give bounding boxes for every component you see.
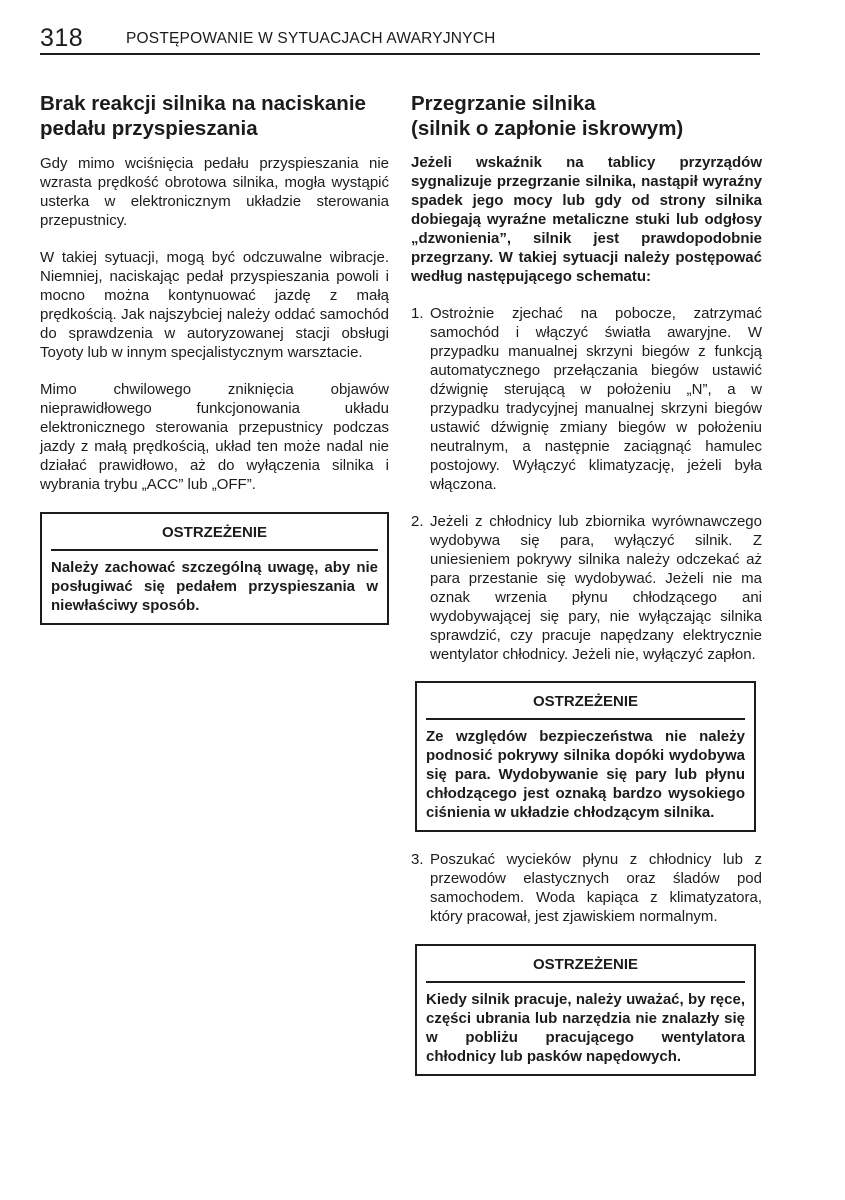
paragraph: W takiej sytuacji, mogą być odczuwalne wibracje. Niemniej, naciskając pedał przyspieszania powoli i mocno można kontynuować jazdę z małą prędkością. Jak najszybciej należy oddać samochód do sprawdzenia w autoryzowanej stacji obsługi Toyoty lub w innym specjalistycznym warsztacie. xyxy=(40,249,389,361)
list-item xyxy=(411,850,762,926)
warning-title: OSTRZEŻENIE xyxy=(51,514,378,551)
section-heading-overheating xyxy=(411,92,762,141)
list-item xyxy=(411,512,762,664)
heading-line: Przegrzanie silnika xyxy=(411,92,596,115)
step-number: 2. xyxy=(411,513,424,530)
left-column xyxy=(40,92,389,625)
paragraph: Mimo chwilowego zniknięcia objawów nieprawidłowego funkcjonowania układu elektronicznego sterowania przepustnicy podczas jazdy z małą prędkością, układ ten może nadal nie działać prawidłowo, aż do wyłączenia silnika i wybrania trybu „ACC” lub „OFF”. xyxy=(40,381,389,493)
right-column xyxy=(411,92,762,1076)
heading-line: pedału przyspieszania xyxy=(40,116,258,140)
page-number: 318 xyxy=(40,24,84,52)
heading-line: Brak reakcji silnika na naciskanie xyxy=(40,92,366,115)
section-heading-throttle xyxy=(40,92,389,141)
warning-text: Należy zachować szczególną uwagę, aby nie posługiwać się pedałem przyspieszania w niewłaściwy sposób. xyxy=(51,559,378,614)
steps-list xyxy=(411,304,762,664)
warning-title: OSTRZEŻENIE xyxy=(426,946,745,983)
step-text: Ostrożnie zjechać na pobocze, zatrzymać samochód i włączyć światła awaryjne. W przypadku manualnej skrzyni biegów z funkcją automatycznego przełączania biegów ustawić dźwignię sterującą w położeniu „N”, a w przypadku tradycyjnej manualnej skrzyni biegów ustawić dźwignię zmiany biegów w położeniu neutralnym, a następnie zaciągnąć hamulec postojowy. Wyłączyć klimatyzację, jeżeli była włączona. xyxy=(430,305,762,493)
warning-title: OSTRZEŻENIE xyxy=(426,683,745,720)
list-item xyxy=(411,304,762,494)
warning-box xyxy=(415,944,756,1076)
running-head: POSTĘPOWANIE W SYTUACJACH AWARYJNYCH xyxy=(126,30,496,47)
step-text: Jeżeli z chłodnicy lub zbiornika wyrównawczego wydobywa się para, wyłączyć silnik. Z uniesieniem pokrywy silnika należy odczekać aż para przestanie się wydobywać. Jeżeli nie ma oznak wrzenia płynu chłodzącego ani wydobywającej się pary, nie wyłączając silnika sprawdzić, czy pracuje napędzany elektrycznie wentylator chłodnicy. Jeżeli nie, wyłączyć zapłon. xyxy=(430,513,762,663)
paragraph: Gdy mimo wciśnięcia pedału przyspieszania nie wzrasta prędkość obrotowa silnika, mogła wystąpić usterka w elektronicznym układzie sterowania przepustnicy. xyxy=(40,155,389,229)
step-number: 1. xyxy=(411,305,424,322)
page-header xyxy=(40,24,760,55)
warning-text: Ze względów bezpieczeństwa nie należy podnosić pokrywy silnika dopóki wydobywa się para. Wydobywanie się pary lub płynu chłodzącego jest oznaką bardzo wysokiego ciśnienia w układzie chłodzącym silnika. xyxy=(426,728,745,821)
heading-line: (silnik o zapłonie iskrowym) xyxy=(411,116,684,140)
step-number: 3. xyxy=(411,851,424,868)
steps-list-continued xyxy=(411,850,762,926)
step-text: Poszukać wycieków płynu z chłodnicy lub z przewodów elastycznych oraz śladów pod samochodem. Woda kapiąca z klimatyzatora, który pracował, jest zjawiskiem normalnym. xyxy=(430,851,762,925)
warning-box xyxy=(415,681,756,832)
warning-text: Kiedy silnik pracuje, należy uważać, by ręce, części ubrania lub narzędzia nie znalazły się w pobliżu pracującego wentylatora chłodnicy lub pasków napędowych. xyxy=(426,991,745,1065)
lead-paragraph: Jeżeli wskaźnik na tablicy przyrządów sygnalizuje przegrzanie silnika, nastąpił wyraźny spadek jego mocy lub gdy od strony silnika dobiegają wyraźne metaliczne stuki lub odgłosy „dzwonienia”, silnik jest prawdopodobnie przegrzany. W takiej sytuacji należy postępować według następującego schematu: xyxy=(411,154,762,285)
warning-box xyxy=(40,512,389,625)
